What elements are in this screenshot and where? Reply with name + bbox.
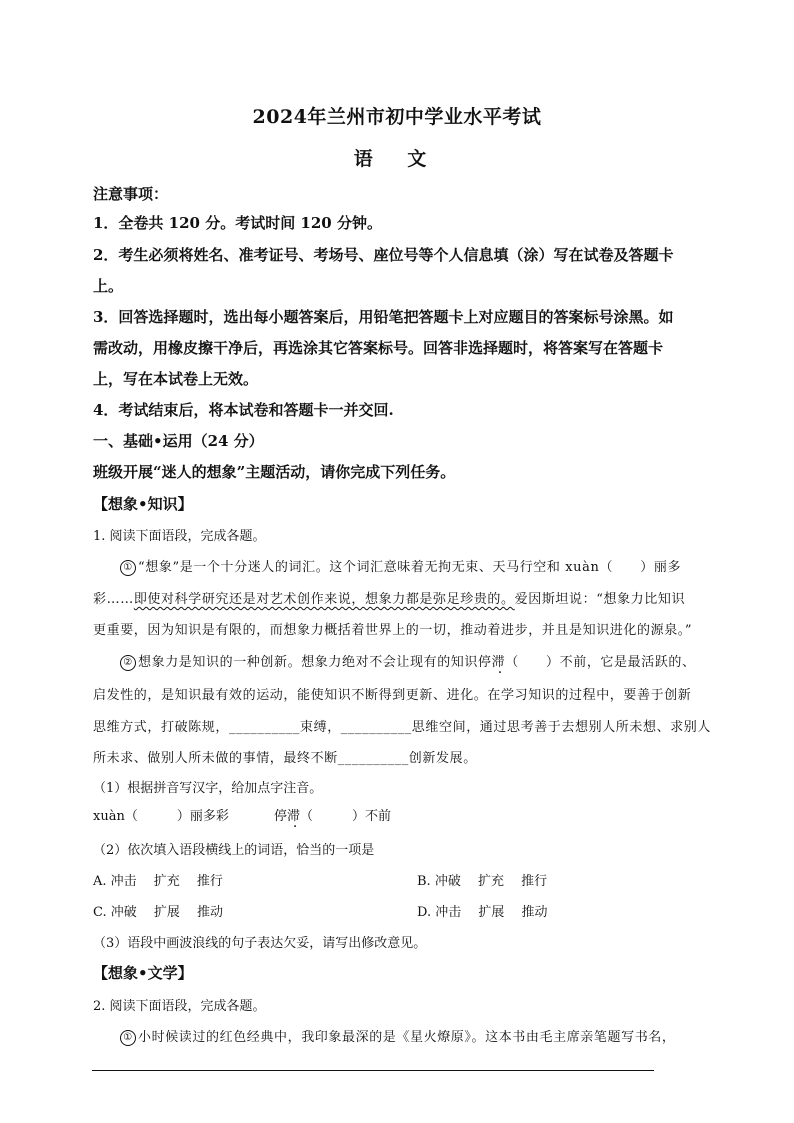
q1-paragraph-2-line-4: 所未求、做别人所未做的事情，最终不断__________创新发展。 xyxy=(93,751,477,766)
q1-stem: 1. 阅读下面语段，完成各题。 xyxy=(93,529,266,544)
q1-paragraph-1-line-1: ① “想象”是一个十分迷人的词汇。这个词汇意味着无拘无束、天马行空和 xuàn（ ）丽多 xyxy=(120,556,740,576)
q1-option-c: C. 冲破 扩展 推动 xyxy=(93,905,224,920)
notice-item-1: 1．全卷共 120 分。考试时间 120 分钟。 xyxy=(93,214,382,232)
notice-heading: 注意事项： xyxy=(93,185,169,203)
q1-option-a: A. 冲击 扩充 推行 xyxy=(93,874,223,889)
notice-item-2-line-1: 2．考生必须将姓名、准考证号、考场号、座位号等个人信息填（涂）写在试卷及答题卡 xyxy=(93,246,674,264)
paragraph-number-badge: ① xyxy=(120,560,136,576)
notice-item-4: 4．考试结束后，将本试卷和答题卡一并交回. xyxy=(93,401,394,419)
paragraph-number-badge: ① xyxy=(120,1030,136,1046)
wavy-underlined-sentence: 即使对科学研究还是对艺术创作来说，想象力都是弥足珍贵的。 xyxy=(133,592,515,607)
q1-option-b: B. 冲破 扩充 推行 xyxy=(417,874,548,889)
q1-paragraph-2-line-1: ② 想象力是知识的一种创新。想象力绝对不会让现有的知识停滞（ ）不前，它是最活跃的、 xyxy=(120,651,740,671)
part2-title: 【想象•文学】 xyxy=(93,964,193,982)
q1-paragraph-1-line-3: 更重要，因为知识是有限的，而想象力概括着世界上的一切，推动着进步，并且是知识进化的源泉。” xyxy=(93,623,693,638)
q1-paragraph-1-line-2: 彩……即使对科学研究还是对艺术创作来说，想象力都是弥足珍贵的。爱因斯坦说：“想象力比知识 xyxy=(93,592,686,607)
q1-sub-question-2: （2）依次填入语段横线上的词语，恰当的一项是 xyxy=(93,843,375,858)
notice-item-3-line-2: 需改动，用橡皮擦干净后，再选涂其它答案标号。回答非选择题时，将答案写在答题卡 xyxy=(93,339,664,357)
q2-paragraph-1-line-1: ① 小时候读过的红色经典中，我印象最深的是《星火燎原》。这本书由毛主席亲笔题写书名， xyxy=(120,1026,740,1046)
subject-title: 语 文 xyxy=(353,148,441,170)
emphasis-dotted-char: 滞 xyxy=(287,809,301,824)
paragraph-number-badge: ② xyxy=(120,655,136,671)
notice-item-3-line-1: 3．回答选择题时，选出每小题答案后，用铅笔把答题卡上对应题目的答案标号涂黑。如 xyxy=(93,308,674,326)
notice-item-3-line-3: 上，写在本试卷上无效。 xyxy=(93,370,259,388)
section-intro: 班级开展“迷人的想象”主题活动，请你完成下列任务。 xyxy=(93,463,456,481)
section-heading: 一、基础•运用（24 分） xyxy=(93,432,264,450)
q1-sub-question-1: （1）根据拼音写汉字，给加点字注音。 xyxy=(93,781,323,796)
q1-annotate-blank: 停滞（ ）不前 xyxy=(274,809,392,824)
q1-paragraph-2-line-2: 启发性的，是知识最有效的运动，能使知识不断得到更新、进化。在学习知识的过程中，要善于创新 xyxy=(93,688,692,703)
q2-stem: 2. 阅读下面语段，完成各题。 xyxy=(93,999,266,1014)
q1-pinyin-blank: xuàn（ ）丽多彩 xyxy=(93,809,229,824)
q1-sub-question-3: （3）语段中画波浪线的句子表达欠妥，请写出修改意见。 xyxy=(93,936,427,951)
footer-divider xyxy=(92,1070,654,1071)
part1-title: 【想象•知识】 xyxy=(93,495,193,513)
q1-paragraph-2-line-3: 思维方式，打破陈规，__________束缚，__________思维空间，通过思考善于去想别人所未想、求别人 xyxy=(93,720,711,735)
emphasis-dotted-char: 滞 xyxy=(491,655,506,670)
exam-title: 2024年兰州市初中学业水平考试 xyxy=(252,106,542,128)
notice-item-2-line-2: 上。 xyxy=(93,277,124,295)
q1-option-d: D. 冲击 扩展 推动 xyxy=(417,905,548,920)
